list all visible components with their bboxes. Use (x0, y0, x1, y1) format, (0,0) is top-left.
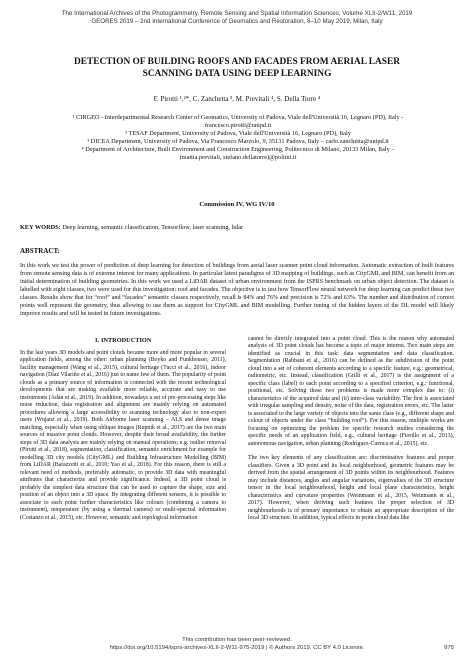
running-header (20, 10, 454, 26)
header-line-2: GEORES 2019 – 2nd International Conference of Geomatics and Restoration, 8–10 May 2019, Milan, Italy (91, 18, 383, 25)
abstract-text: In this work we test the power of prediction of deep learning for detection of buildings from aerial laser scanner point cloud information. Automatic extraction of built features from remote sensing data is of extreme interest for many applications. In particular latest paradigms of 3D mapping of buildings, such as CityGML and BIM, can benefit from an initial determination of building geometries. In this work we used a LiDAR dataset of urban environment from the ISPRS benchmark on urban object detection. The dataset is labelled with eight classes, two were used for this investigation: roof and facades. The objective is to test how TensorFlow neural network for deep learning can predict these two classes. Results show that for “roof” and “facades” semantic classes respectively, recall is 84% and 76% and precision is 72% and 63%. The number and distribution of correct points well represent the geometry, thus allowing to use them as support for CityGML and BIM modelling. Further tuning of the hidden layers of the DL model will likely improve results and will be tested in future investigations. (20, 263, 454, 317)
affiliation-1-email: francesco.pirotti@unipd.it (204, 121, 272, 129)
page-number: 975 (444, 645, 454, 651)
header-line-1: The International Archives of the Photogrammetry, Remote Sensing and Spatial Information Sciences, Volume XLII-2/W11, 2019 (61, 10, 413, 17)
paper-title (30, 56, 444, 80)
intro-paragraph-1: In the last years 3D models and point clouds became more and more popular in several application fields, among the other: urban planning (Boyko and Funkhouser, 2011), facility management (Wang et al., 2015), cultural heritage (Tucci et al., 2016), indoor navigation (Díaz Vilariño et al., 2016) just to name few of them. The popularity of point clouds as a primary source of information is connected with the recent technological developments that are making available more reliable, accurate and easy to use instruments (Adán et al., 2019). In addition, nowadays a set of pre-processing steps like noise reduction, data registration and alignment are mainly relying on automated procedures allowing a large accessibility to scanning technology also to non-expert users (Wujanz et al., 2019). Both Airborne laser scanning – ALS and dense image matching, especially when using oblique images (Rupnik et al., 2017) are the two main sources of massive point clouds. However, despite their broad availability, the further steps of 3D data analysis are mainly relying on manual operations; e.g. outlier removal (Pirotti et al., 2018), segmentation, classification, semantic enrichment for example for modelling 3D city models (CityGML) and Building Infrastructure Modelling (BIM) from LiDAR (Barazzetti et al., 2010; Yao et al., 2018). For this reason, there is still a relevant need of methods, preferably automatic, to provide 3D data with meaningful attributes that characterize and provide significance. Indeed, a 3D point cloud is probably the simplest data structure that can be used to capture the shape, size and position of an object into a 3D space. By integrating different sensors, it is possible to associate to each point further characteristics like colours (combining a camera to instrument), temperature (by using a thermal camera) or multi-spectral information (Costanzo et al., 2015), etc. However, semantic and topological information (20, 350, 226, 521)
section-heading-introduction: 1. INTRODUCTION (94, 337, 152, 344)
right-column (248, 336, 454, 523)
abstract-heading: ABSTRACT: (20, 247, 60, 255)
affiliations (42, 114, 434, 161)
affiliation-1: ¹ CIRGEO - Interdepartmental Research Center of Geomatics, University of Padova, Viale dell'Università 16, Legnaro (PD), Italy - (72, 114, 404, 121)
keywords-label: KEY WORDS: (20, 224, 61, 231)
affiliation-2: ² TESAF Department, University of Padova, Viale dell'Università 16, Legnaro (PD), Italy (125, 129, 351, 137)
commission-label: Commission IV, WG IV/10 (199, 201, 275, 208)
title-line-1: DETECTION OF BUILDING ROOFS AND FACADES FROM AERIAL LASER (73, 57, 401, 67)
footer-review-note: This contribution has been peer-reviewed. (182, 637, 292, 643)
footer (20, 636, 454, 652)
affiliation-4-email: (mattia.previtali, stefano.dellatorre)@polimi.it (179, 153, 297, 161)
left-column (20, 350, 226, 522)
author-list: F. Pirotti ¹,²*, C. Zanchetta ³, M. Previtali ⁴, S. Della Torre ⁴ (153, 95, 321, 103)
footer-doi-license: https://doi.org/10.5194/isprs-archives-XLII-2-W11-975-2019 | © Authors 2019. CC BY 4.0 License. (109, 645, 365, 651)
keywords (20, 224, 454, 232)
intro-paragraph-3: The two key elements of any classification are: discriminative features and proper classifiers. Given a 3D point and its local neighborhood, geometric features may be derived from the spatial arrangement of 3D points within its neighbourhood. Features may include distances, angles and angular variations, eigenvalues of the 3D structure tensor in the local neighbourhood, height and local plane characteristics, height characteristics and curvature properties (Weinmann et al., 2015, Weinmann et al., 2017). However, when deriving such features the proper selection of 3D neighbourhoods is of primary importance to obtain an appropriate description of the local 3D structure. In addition, typical effects in point cloud data like (248, 455, 454, 522)
title-line-2: SCANNING DATA USING DEEP LEARNING (142, 69, 332, 79)
affiliation-4: ⁴ Department of Architecture, Built Environment and Construction Engineering, Politecnico di Milano, 20133 Milan, Italy – (81, 145, 395, 153)
keywords-text: Deep learning, semantic classification, Tensorflow, laser scanning, lidar (60, 224, 244, 231)
intro-paragraph-2: cannot be directly integrated into a point cloud. This is the reason why automated analysis of 3D point clouds has become a topic of major interest. Two main steps are identified as crucial in this task: data segmentation and data classification. Segmentation (Rabbani et al., 2016) can be defined as the subdivision of the point cloud into a set of coherent elements according to a specific feature, e.g.: geometrical, radiometric, etc. Instead, classification (Grilli et al., 2017) is the assignment of a specific class (label) to each point according to a specified criterion, e.g.: functional, positional, etc. Solving these two problems is made more complex due to: (i) characteristics of the acquired data and (ii) inter-class variability. The first is associated with irregular sampling and density, noise of the data, registration errors, etc. The latter is associated to the large variety of objects into the same class (e.g., different shape and colour of objects under the class “building roof”). For this reason, multiple works are focusing on optimizing the problem for specific research studies considering the specific needs of an application field, e.g., cultural heritage (Fiorillo et al., 2013), autonomous navigation, urban planning (Rodríguez-Cuenca et al., 2015), etc. (248, 336, 454, 447)
affiliation-3: ³ DICEA Department, University of Padova, Via Francesco Marzolo, 9, 35131 Padova, Italy – carlo.zanchetta@unipd.it (87, 137, 389, 145)
